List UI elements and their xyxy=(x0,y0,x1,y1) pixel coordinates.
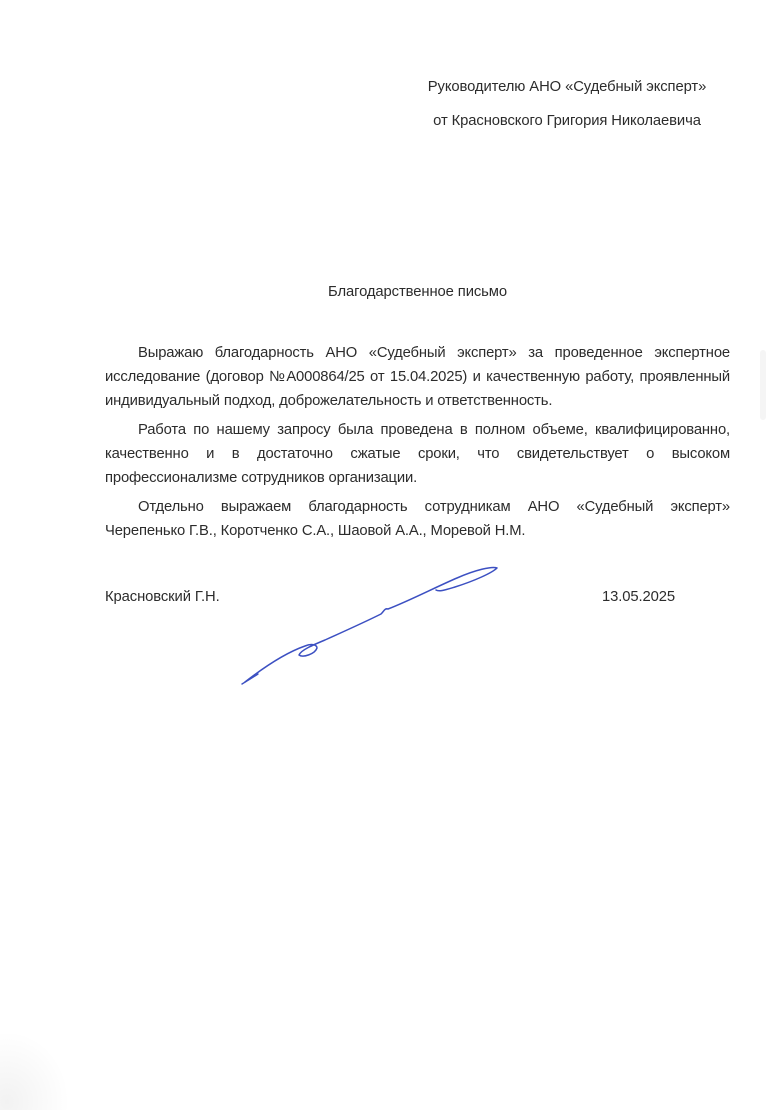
paragraph-work-quality: Работа по нашему запросу была проведена в полном объеме, квалифицированно, качественно и в достаточно сжатые сроки, что свидетельствует о высоком профессионализме сотрудников организации. xyxy=(105,422,730,486)
scan-edge-smudge xyxy=(760,350,766,420)
addressee-line-2: от Красновского Григория Николаевича xyxy=(433,113,701,129)
scan-noise-artifact xyxy=(0,1030,70,1110)
paragraph-staff-thanks: Отдельно выражаем благодарность сотрудникам АНО «Судебный эксперт» Черепенько Г.В., Коротченко С.А., Шаовой А.А., Моревой Н.М. xyxy=(105,499,730,539)
letter-body xyxy=(105,341,730,548)
signature-date: 13.05.2025 xyxy=(602,589,676,605)
addressee-block xyxy=(417,70,717,138)
addressee-line-1: Руководителю АНО «Судебный эксперт» xyxy=(427,79,707,95)
letter-title: Благодарственное письмо xyxy=(328,284,507,300)
signatory-name: Красновский Г.Н. xyxy=(105,589,220,605)
handwritten-signature-icon xyxy=(233,556,513,696)
paragraph-gratitude: Выражаю благодарность АНО «Судебный эксперт» за проведенное экспертное исследование (договор №А000864/25 от 15.04.2025) и качественную работу, проявленный индивидуальный подход, доброжелательность и ответственность. xyxy=(105,345,730,409)
